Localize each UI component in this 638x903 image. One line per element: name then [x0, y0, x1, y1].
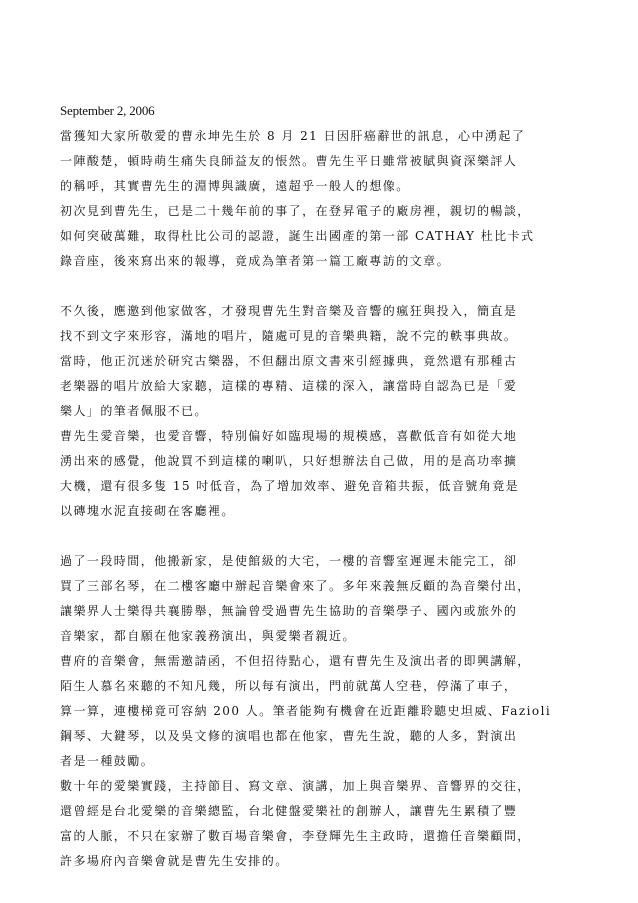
- text-line: 買了三部名琴，在二樓客廳中辦起音樂會來了。多年來義無反顧的為音樂付出，: [60, 579, 531, 593]
- text-line: 大機，還有很多隻 15 吋低音，為了增加效率、避免音箱共振，低音號角竟是: [60, 479, 520, 493]
- text-line: 陌生人慕名來聽的不知凡幾，所以每有演出，門前就萬人空巷，停滿了車子，: [60, 679, 518, 693]
- text-line: 樂人」的筆者佩服不已。: [60, 404, 208, 418]
- text-line: 老樂器的唱片放給大家聽，這樣的專精、這樣的深入，讓當時自認為已是「愛: [60, 379, 518, 393]
- text-line: 當時，他正沉迷於研究古樂器，不但翻出原文書來引經據典，竟然還有那種古: [60, 354, 518, 368]
- text-line: 音樂家，都自願在他家義務演出，與愛樂者親近。: [60, 629, 356, 643]
- paragraph: [60, 299, 580, 524]
- text-line: 算一算，連樓梯竟可容納 200 人。筆者能夠有機會在近距離聆聽史坦威、Fazioli: [60, 704, 552, 718]
- paragraph: [60, 124, 580, 274]
- text-line: 過了一段時間，他搬新家，是使館級的大宅，一樓的音響室遲遲未能完工，卻: [60, 554, 518, 568]
- text-line: 以磚塊水泥直接砌在客廳裡。: [60, 504, 235, 518]
- text-line: 的稱呼，其實曹先生的淵博與識廣，遠超乎一般人的想像。: [60, 179, 410, 193]
- text-line: 湧出來的感覺，他說買不到這樣的喇叭，只好想辦法自己做，用的是高功率擴: [60, 454, 518, 468]
- text-line: 還曾經是台北愛樂的音樂總監，台北健盤愛樂社的創辦人，讓曹先生累積了豐: [60, 804, 518, 818]
- article-text: [60, 124, 580, 874]
- text-line: 者是一種鼓勵。: [60, 754, 155, 768]
- text-line: 如何突破萬難，取得杜比公司的認證，誕生出國產的第一部 CATHAY 杜比卡式: [60, 229, 535, 243]
- text-line: 曹府的音樂會，無需邀請函，不但招待點心，還有曹先生及演出者的即興講解，: [60, 654, 531, 668]
- text-line: 富的人脈，不只在家辦了數百場音樂會，李登輝先生主政時，還擔任音樂顧問，: [60, 829, 531, 843]
- text-line: 錄音座，後來寫出來的報導，竟成為筆者第一篇工廠專訪的文章。: [60, 254, 451, 268]
- text-line: 一陣酸楚，頓時萌生痛失良師益友的悵然。曹先生平日雖常被賦與資深樂評人: [60, 154, 518, 168]
- text-line: 不久後，應邀到他家做客，才發現曹先生對音樂及音響的瘋狂與投入，簡直是: [60, 304, 518, 318]
- document-date: September 2, 2006: [60, 103, 155, 118]
- text-line: 許多場府內音樂會就是曹先生安排的。: [60, 854, 289, 868]
- text-line: 當獲知大家所敬愛的曹永坤先生於 8 月 21 日因肝癌辭世的訊息，心中湧起了: [60, 129, 526, 143]
- text-line: 讓樂界人士樂得共襄勝舉，無論曾受過曹先生協助的音樂學子、國內或旅外的: [60, 604, 518, 618]
- document-body: [60, 98, 580, 874]
- paragraph: [60, 549, 580, 874]
- text-line: 鋼琴、大鍵琴，以及吳文修的演唱也都在他家，曹先生說，聽的人多，對演出: [60, 729, 518, 743]
- text-line: 曹先生愛音樂，也愛音響，特別偏好如臨現場的規模感，喜歡低音有如從大地: [60, 429, 518, 443]
- text-line: 初次見到曹先生，已是二十幾年前的事了，在登昇電子的廠房裡，親切的暢談，: [60, 204, 531, 218]
- text-line: 數十年的愛樂實踐，主持節目、寫文章、演講，加上與音樂界、音響界的交往，: [60, 779, 531, 793]
- text-line: 找不到文字來形容，滿地的唱片，隨處可見的音樂典籍，說不完的軼事典故。: [60, 329, 518, 343]
